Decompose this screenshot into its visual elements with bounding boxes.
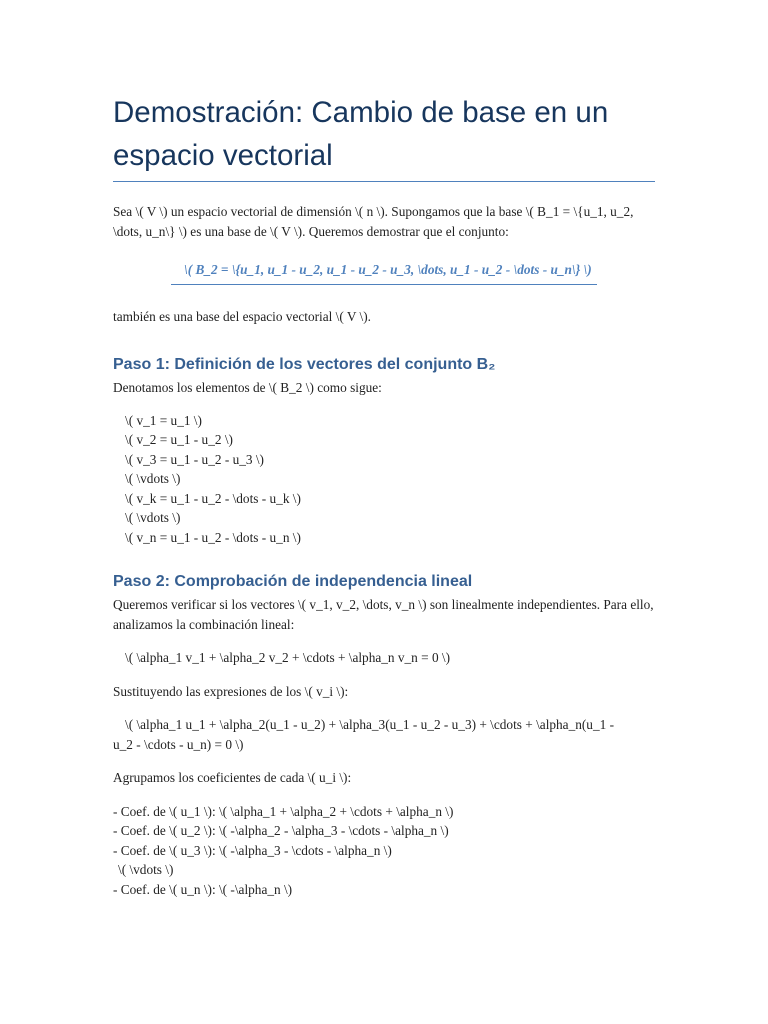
- vector-definitions-list: [113, 411, 655, 548]
- list-item: \( \vdots \): [118, 862, 174, 877]
- step1-heading: Paso 1: Definición de los vectores del conjunto B₂: [113, 356, 496, 373]
- step1-text: Denotamos los elementos de \( B_2 \) como sigue:: [113, 380, 382, 395]
- step2-text: Queremos verificar si los vectores \( v_1, v_2, \dots, v_n \) son linealmente independientes. Para ello, analizamos la combinación lineal:: [113, 597, 654, 632]
- equation-line: u_2 - \cdots - u_n) = 0 \): [113, 736, 244, 752]
- list-item: \( v_1 = u_1 \): [125, 412, 202, 428]
- list-item: \( \vdots \): [125, 471, 181, 486]
- conclusion-statement: también es una base del espacio vectorial \( V \).: [113, 308, 371, 324]
- list-item: - Coef. de \( u_n \): \( -\alpha_n \): [113, 881, 293, 897]
- document-title: Demostración: Cambio de base en un espacio vectorial: [113, 0, 655, 182]
- substitution-text: Sustituyendo las expresiones de los \( v_i \):: [113, 683, 349, 699]
- step2-heading: Paso 2: Comprobación de independencia lineal: [113, 573, 473, 590]
- highlighted-set-quote: \( B_2 = \{u_1, u_1 - u_2, u_1 - u_2 - u_3, \dots, u_1 - u_2 - \dots - u_n\} \): [171, 260, 597, 285]
- intro-paragraph: Sea \( V \) un espacio vectorial de dimensión \( n \). Supongamos que la base \( B_1 = \{u_1, u_2, \dots, u_n\} \) es una base de \( V \). Queremos demostrar que el conjunto:: [113, 204, 634, 239]
- list-item: \( v_k = u_1 - u_2 - \dots - u_k \): [125, 490, 301, 506]
- list-item: - Coef. de \( u_2 \): \( -\alpha_2 - \alpha_3 - \cdots - \alpha_n \): [113, 823, 449, 838]
- list-item: - Coef. de \( u_3 \): \( -\alpha_3 - \cdots - \alpha_n \): [113, 842, 392, 858]
- list-item: - Coef. de \( u_1 \): \( \alpha_1 + \alpha_2 + \cdots + \alpha_n \): [113, 803, 454, 819]
- linear-combination-equation: \( \alpha_1 v_1 + \alpha_2 v_2 + \cdots + \alpha_n v_n = 0 \): [125, 650, 451, 665]
- grouping-text: Agrupamos los coeficientes de cada \( u_i \):: [113, 770, 352, 785]
- equation-line: \( \alpha_1 u_1 + \alpha_2(u_1 - u_2) + \alpha_3(u_1 - u_2 - u_3) + \cdots + \alpha_n(u_1 -: [125, 717, 615, 732]
- list-item: \( v_3 = u_1 - u_2 - u_3 \): [125, 451, 264, 467]
- list-item: \( \vdots \): [125, 510, 181, 525]
- list-item: \( v_2 = u_1 - u_2 \): [125, 432, 233, 447]
- list-item: \( v_n = u_1 - u_2 - \dots - u_n \): [125, 529, 301, 545]
- coefficient-list: [113, 802, 655, 900]
- substituted-equation: [113, 715, 655, 754]
